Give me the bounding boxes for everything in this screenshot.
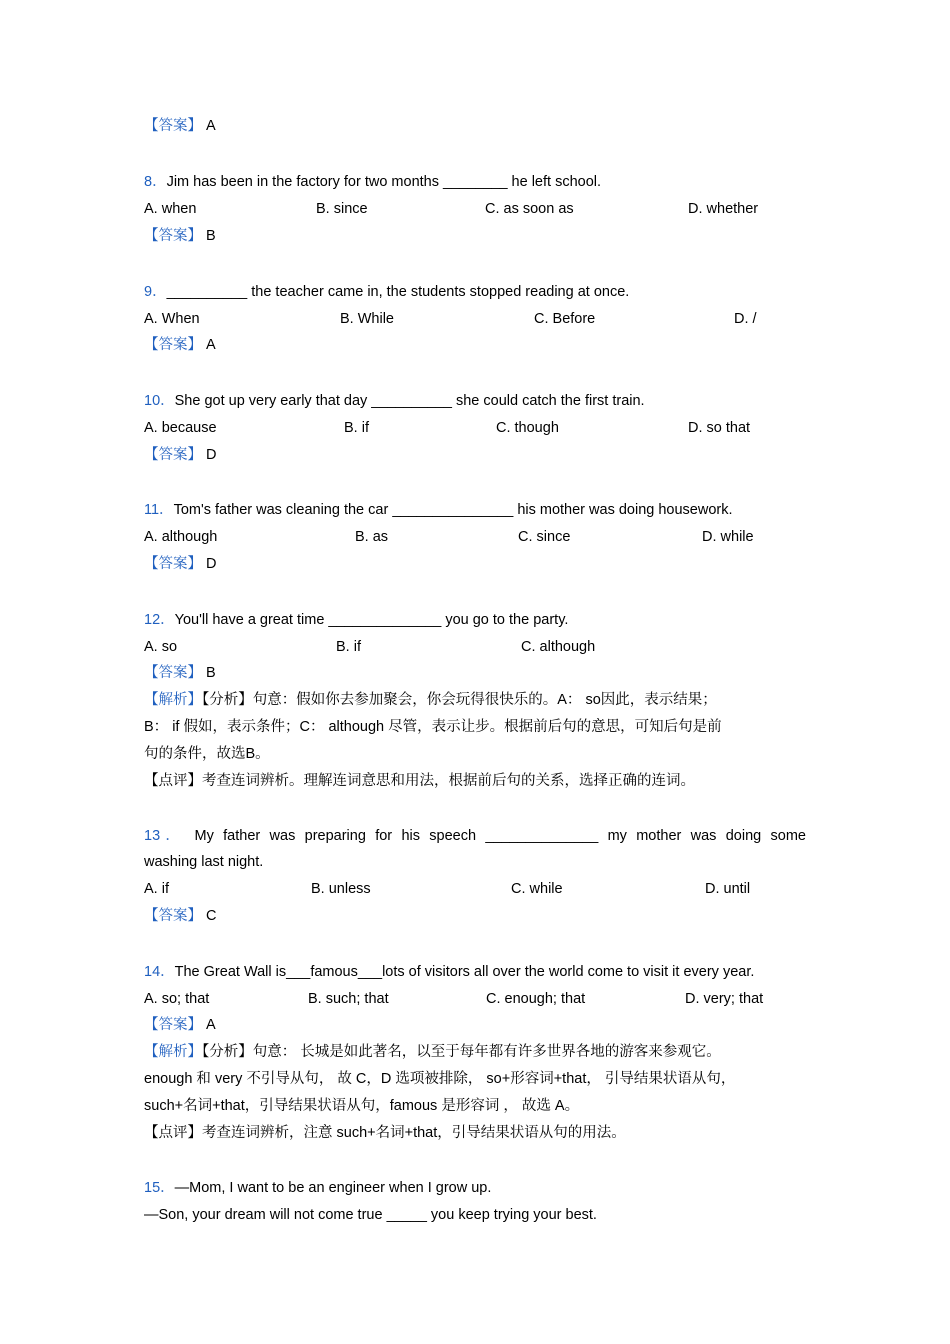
answer-line-q7 — [144, 116, 814, 136]
answer-value: C — [206, 908, 217, 924]
question-text: My father was preparing for his speech ______________ my mother was doing some — [194, 828, 806, 844]
question-number: 9． — [144, 284, 167, 300]
answer-value: D — [206, 447, 217, 463]
question-text: You'll have a great time ______________ you go to the party. — [174, 612, 569, 628]
answer-tag: 【答案】 — [144, 228, 202, 244]
answer-line-q13 — [144, 906, 814, 926]
comment-q12: 【点评】考查连词辨析。理解连词意思和用法，根据前后句的关系，选择正确的连词。 — [144, 773, 695, 789]
analysis-text: 【分析】句意：假如你去参加聚会，你会玩得很快乐的。A： so因此，表示结果； — [202, 692, 717, 708]
option-a: A. if — [144, 881, 169, 897]
analysis-text: 【分析】句意： 长城是如此著名，以至于每年都有许多世界各地的游客来参观它。 — [202, 1044, 721, 1060]
analysis-line-1-q12 — [144, 690, 814, 710]
option-a: A. When — [144, 311, 200, 327]
option-b: B. if — [336, 639, 361, 655]
question-number: 11． — [144, 502, 174, 518]
option-a: A. because — [144, 420, 217, 436]
answer-value: B — [206, 228, 216, 244]
answer-tag: 【答案】 — [144, 556, 202, 572]
answer-value: A — [206, 337, 216, 353]
answer-tag: 【答案】 — [144, 118, 202, 134]
answer-tag: 【答案】 — [144, 1017, 202, 1033]
analysis-tag: 【解析】 — [144, 692, 202, 708]
option-b: B. unless — [311, 881, 371, 897]
answer-line-q9 — [144, 335, 814, 355]
question-stem-q13-cont: washing last night. — [144, 854, 264, 870]
blank-1: ___ — [286, 964, 311, 980]
question-number: 14． — [144, 964, 175, 980]
option-c: C. as soon as — [485, 201, 574, 217]
question-stem-q15 — [144, 1178, 814, 1198]
question-text-c: lots of visitors all over the world come to visit it every year. — [382, 964, 755, 980]
option-b: B. While — [340, 311, 394, 327]
question-number: 12． — [144, 612, 175, 628]
analysis-line-2-q14: enough 和 very 不引导从句， 故 C，D 选项被排除， so+形容词+that， 引导结果状语从句， — [144, 1071, 736, 1087]
option-a: A. so; that — [144, 991, 210, 1007]
question-number: 15． — [144, 1180, 175, 1196]
question-stem-q14 — [144, 962, 814, 982]
option-d: D. while — [702, 529, 754, 545]
answer-value: B — [206, 665, 216, 681]
answer-line-q8 — [144, 226, 814, 246]
option-d: D. whether — [688, 201, 759, 217]
blank-2: ___ — [357, 964, 383, 980]
answer-tag: 【答案】 — [144, 665, 202, 681]
answer-tag: 【答案】 — [144, 447, 202, 463]
option-d: D. until — [705, 881, 751, 897]
option-c: C. though — [496, 420, 559, 436]
question-stem-q11 — [144, 500, 814, 520]
analysis-line-1-q14 — [144, 1042, 814, 1062]
option-c: C. while — [511, 881, 563, 897]
answer-line-q12 — [144, 663, 814, 683]
question-text-b: famous — [310, 964, 358, 980]
answer-tag: 【答案】 — [144, 908, 202, 924]
question-text: —Mom, I want to be an engineer when I grow up. — [174, 1180, 492, 1196]
question-text: Jim has been in the factory for two months ________ he left school. — [166, 174, 602, 190]
question-text: Tom's father was cleaning the car _______________ his mother was doing housework. — [173, 502, 733, 518]
comment-q14: 【点评】考查连词辨析，注意 such+名词+that，引导结果状语从句的用法。 — [144, 1125, 626, 1141]
option-d: D. so that — [688, 420, 751, 436]
question-stem-q15-line2: —Son, your dream will not come true _____ you keep trying your best. — [144, 1207, 597, 1223]
option-b: B. as — [355, 529, 389, 545]
question-number: 13． — [144, 828, 186, 844]
option-c: C. Before — [534, 311, 596, 327]
option-c: C. although — [521, 639, 596, 655]
question-text: She got up very early that day __________ she could catch the first train. — [174, 393, 645, 409]
question-stem-q8 — [144, 172, 814, 192]
question-stem-q12 — [144, 610, 814, 630]
question-stem-q10 — [144, 391, 814, 411]
question-number: 8． — [144, 174, 167, 190]
analysis-line-3-q12: 句的条件，故选B。 — [144, 746, 270, 762]
option-c: C. since — [518, 529, 571, 545]
option-b: B. since — [316, 201, 368, 217]
question-number: 10． — [144, 393, 175, 409]
answer-line-q11 — [144, 554, 814, 574]
option-c: C. enough; that — [486, 991, 586, 1007]
option-b: B. if — [344, 420, 369, 436]
question-stem-q13 — [144, 826, 806, 846]
answer-line-q14 — [144, 1015, 814, 1035]
analysis-line-2-q12: B： if 假如，表示条件；C： although 尽管，表示让步。根据前后句的意思，可知后句是前 — [144, 719, 722, 735]
option-b: B. such; that — [308, 991, 389, 1007]
analysis-line-3-q14: such+名词+that，引导结果状语从句，famous 是形容词 ， 故选 A。 — [144, 1098, 580, 1114]
answer-value: A — [206, 1017, 216, 1033]
option-d: D. / — [734, 311, 757, 327]
option-a: A. although — [144, 529, 218, 545]
answer-value: D — [206, 556, 217, 572]
question-text: __________ the teacher came in, the students stopped reading at once. — [166, 284, 630, 300]
option-a: A. so — [144, 639, 178, 655]
answer-line-q10 — [144, 445, 814, 465]
question-text-a: The Great Wall is — [174, 964, 287, 980]
option-a: A. when — [144, 201, 197, 217]
analysis-tag: 【解析】 — [144, 1044, 202, 1060]
answer-tag: 【答案】 — [144, 337, 202, 353]
question-stem-q9 — [144, 282, 814, 302]
option-d: D. very; that — [685, 991, 764, 1007]
answer-value: A — [206, 118, 216, 134]
